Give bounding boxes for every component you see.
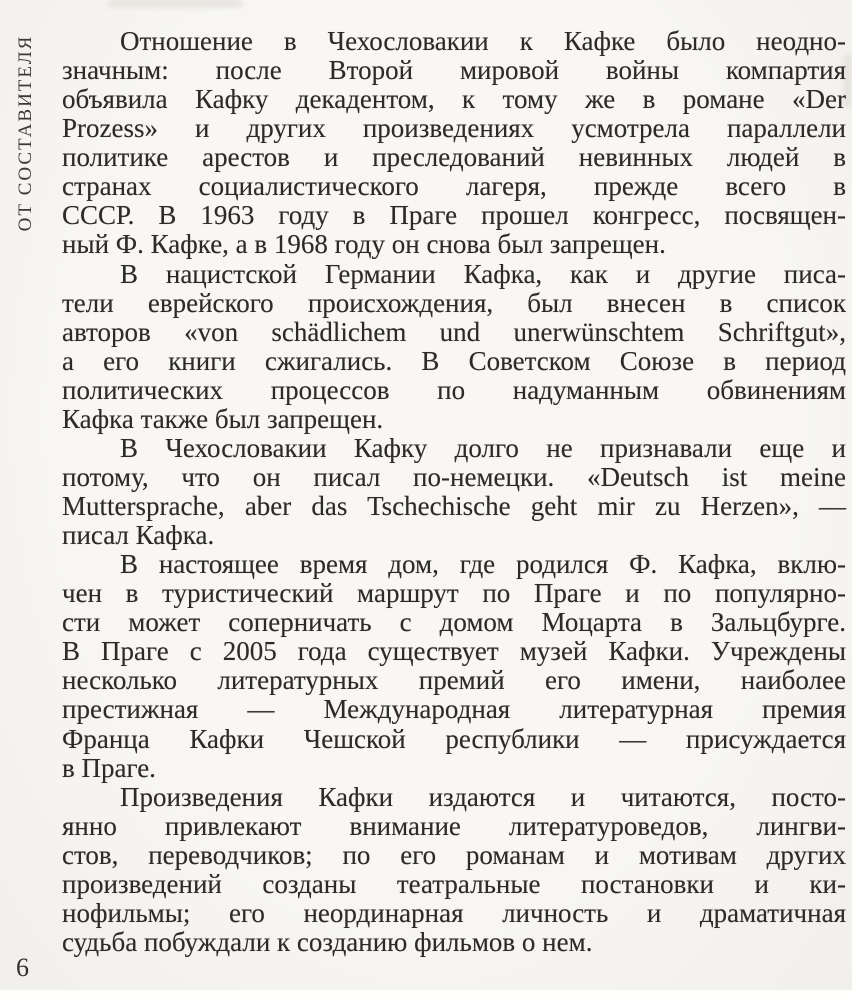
text-line: В настоящее время дом, где родился Ф. Кафка, вклю- xyxy=(120,549,846,580)
text-line: СССР. В 1963 году в Праге прошел конгресс, посвящен- xyxy=(62,200,846,231)
text-line: странах социалистического лагеря, прежде всего в xyxy=(62,171,846,202)
text-line: чен в туристический маршрут по Праге и по популярно- xyxy=(62,578,846,609)
page-number: 6 xyxy=(16,953,29,982)
text-line: авторов «von schädlichem und unerwünschtem Schriftgut», xyxy=(62,316,846,347)
text-line: Отношение в Чехословакии к Кафке было неодно- xyxy=(120,26,846,56)
text-line: потому, что он писал по-немецки. «Deutsch ist meine xyxy=(62,461,846,492)
text-line: престижная — Международная литературная премия xyxy=(62,694,846,725)
text-line: произведений созданы театральные постановки и ки- xyxy=(62,868,846,899)
running-header-vertical: ОТ СОСТАВИТЕЛЯ xyxy=(15,34,36,232)
text-line: В Праге с 2005 года существует музей Кафки. Учреждены xyxy=(62,636,846,667)
text-line: В Чехословакии Кафку долго не признавали еще и xyxy=(120,432,846,463)
text-line: писал Кафка. xyxy=(62,520,215,551)
text-line: ный Ф. Кафке, а в 1968 году он снова был запрещен. xyxy=(62,229,666,260)
text-line: тели еврейского происхождения, был внесен в список xyxy=(62,287,846,318)
text-line: янно привлекают внимание литературоведов, лингви- xyxy=(62,810,846,841)
text-line: стов, переводчиков; по его романам и мотивам других xyxy=(62,839,846,870)
paragraph xyxy=(62,550,846,783)
text-line: политике арестов и преследований невинных людей в xyxy=(62,142,846,173)
text-line: судьба побуждали к созданию фильмов о нем. xyxy=(62,926,593,957)
paragraph xyxy=(62,260,846,434)
text-line: в Праге. xyxy=(62,752,156,783)
text-line: а его книги сжигались. В Советском Союзе в период xyxy=(62,345,846,376)
text-line: значным: после Второй мировой войны компартия xyxy=(62,55,846,86)
page-bottom-edge xyxy=(0,990,852,1000)
text-line: несколько литературных премий его имени, наиболее xyxy=(62,665,846,696)
text-line: сти может соперничать с домом Моцарта в Зальцбурге. xyxy=(62,607,846,638)
paragraph xyxy=(62,783,846,957)
text-line: В нацистской Германии Кафка, как и другие писа- xyxy=(120,258,846,289)
text-line: Франца Кафки Чешской республики — присуждается xyxy=(62,723,846,754)
text-line: нофильмы; его неординарная личность и драматичная xyxy=(62,897,846,928)
text-line: Кафка также был запрещен. xyxy=(62,403,384,434)
text-line: объявила Кафку декадентом, к тому же в романе «Der xyxy=(62,84,846,115)
text-line: Muttersprache, aber das Tschechische geht mir zu Herzen», — xyxy=(62,491,846,521)
body-text xyxy=(62,27,846,957)
paragraph xyxy=(62,434,846,550)
text-line: Произведения Кафки издаются и читаются, посто- xyxy=(120,781,846,812)
text-line: политических процессов по надуманным обвинениям xyxy=(62,374,846,405)
text-line: Prozess» и других произведениях усмотрела параллели xyxy=(62,113,846,144)
scan-artifact-top xyxy=(108,0,243,7)
paragraph xyxy=(62,27,846,260)
